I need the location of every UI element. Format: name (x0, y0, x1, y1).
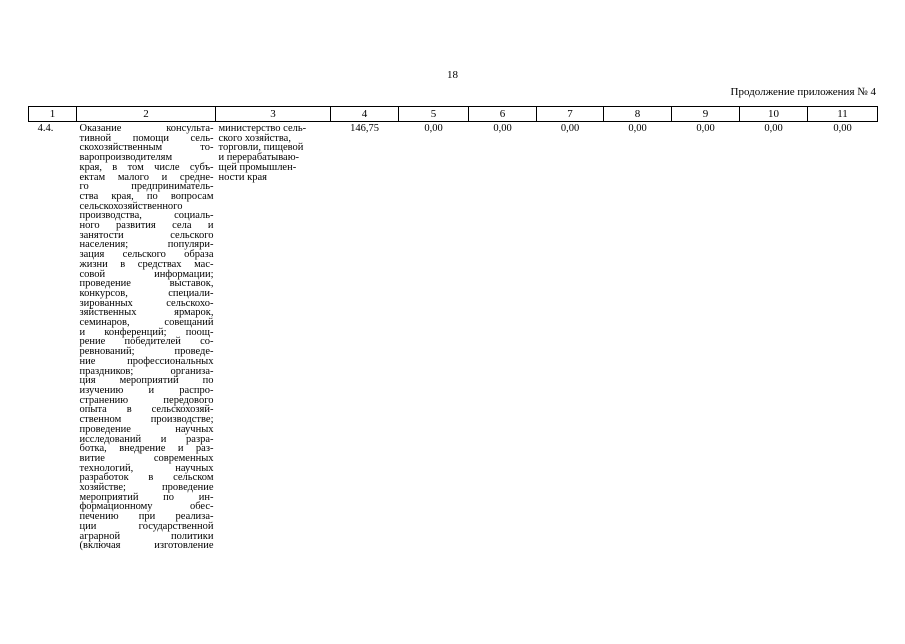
table-row (29, 122, 878, 644)
description-line: конкурсов, специали- (80, 289, 214, 299)
description-line: тивной помощи сель- (80, 134, 214, 144)
description-line: аграрной политики (80, 532, 214, 542)
description-line: ция мероприятий по (80, 376, 214, 386)
description-line: ектам малого и средне- (80, 173, 214, 183)
description-line: ного развития села и (80, 221, 214, 231)
description-line: витие современных (80, 454, 214, 464)
column-header-6: 6 (469, 107, 537, 122)
column-header-4: 4 (331, 107, 399, 122)
description-line: края, в том числе субъ- (80, 163, 214, 173)
executor-line: щей промышлен- (219, 163, 329, 173)
description-line: Оказание консульта- (80, 124, 214, 134)
appendix-continuation-label: Продолжение приложения № 4 (731, 86, 876, 98)
description-line: ревнований; проведе- (80, 347, 214, 357)
column-header-5: 5 (399, 107, 469, 122)
description-line: рение победителей со- (80, 337, 214, 347)
column-header-2: 2 (77, 107, 216, 122)
description-line: го предприниматель- (80, 182, 214, 192)
description-line: опыта в сельскохозяй- (80, 405, 214, 415)
description-line: жизни в средствах мас- (80, 260, 214, 270)
column-header-1: 1 (29, 107, 77, 122)
row-index: 4.4. (29, 122, 77, 644)
row-executor (216, 122, 331, 644)
description-line: (включая изготовление (80, 541, 214, 551)
description-line: скохозяйственным то- (80, 143, 214, 153)
value-col-11: 0,00 (808, 122, 878, 644)
description-line: странению передового (80, 396, 214, 406)
column-header-10: 10 (740, 107, 808, 122)
description-line: зяйственных ярмарок, (80, 308, 214, 318)
executor-line: торговли, пищевой (219, 143, 329, 153)
value-col-5: 0,00 (399, 122, 469, 644)
description-line: зация сельского образа (80, 250, 214, 260)
row-description (77, 122, 216, 644)
description-line: занятости сельского (80, 231, 214, 241)
value-col-6: 0,00 (469, 122, 537, 644)
appendix-table (28, 106, 878, 644)
value-col-4: 146,75 (331, 122, 399, 644)
column-header-8: 8 (604, 107, 672, 122)
value-col-10: 0,00 (740, 122, 808, 644)
page-number: 18 (0, 69, 905, 81)
description-line: семинаров, совещаний (80, 318, 214, 328)
description-line: проведение научных (80, 425, 214, 435)
table-header-row (29, 107, 878, 122)
description-line: формационному обес- (80, 502, 214, 512)
value-col-7: 0,00 (537, 122, 604, 644)
description-line: изучению и распро- (80, 386, 214, 396)
description-line: ции государственной (80, 522, 214, 532)
description-line: ственном производстве; (80, 415, 214, 425)
description-line: печению при реализа- (80, 512, 214, 522)
description-line: производства, социаль- (80, 211, 214, 221)
value-col-8: 0,00 (604, 122, 672, 644)
description-line: разработок в сельском (80, 473, 214, 483)
description-line: ние профессиональных (80, 357, 214, 367)
description-line: населения; популяри- (80, 240, 214, 250)
executor-line: министерство сель- (219, 124, 329, 134)
description-line: варопроизводителям (80, 153, 214, 163)
description-line: мероприятий по ин- (80, 493, 214, 503)
description-line: технологий, научных (80, 464, 214, 474)
description-line: исследований и разра- (80, 435, 214, 445)
column-header-9: 9 (672, 107, 740, 122)
column-header-3: 3 (216, 107, 331, 122)
value-col-9: 0,00 (672, 122, 740, 644)
description-line: зированных сельскохо- (80, 299, 214, 309)
executor-line: ского хозяйства, (219, 134, 329, 144)
description-line: ботка, внедрение и раз- (80, 444, 214, 454)
description-line: ства края, по вопросам (80, 192, 214, 202)
description-line: совой информации; (80, 270, 214, 280)
description-line: и конференций; поощ- (80, 328, 214, 338)
column-header-11: 11 (808, 107, 878, 122)
executor-line: и перерабатываю- (219, 153, 329, 163)
executor-line: ности края (219, 173, 329, 183)
description-line: сельскохозяйственного (80, 202, 214, 212)
column-header-7: 7 (537, 107, 604, 122)
description-line: праздников; организа- (80, 367, 214, 377)
description-line: хозяйстве; проведение (80, 483, 214, 493)
description-line: проведение выставок, (80, 279, 214, 289)
